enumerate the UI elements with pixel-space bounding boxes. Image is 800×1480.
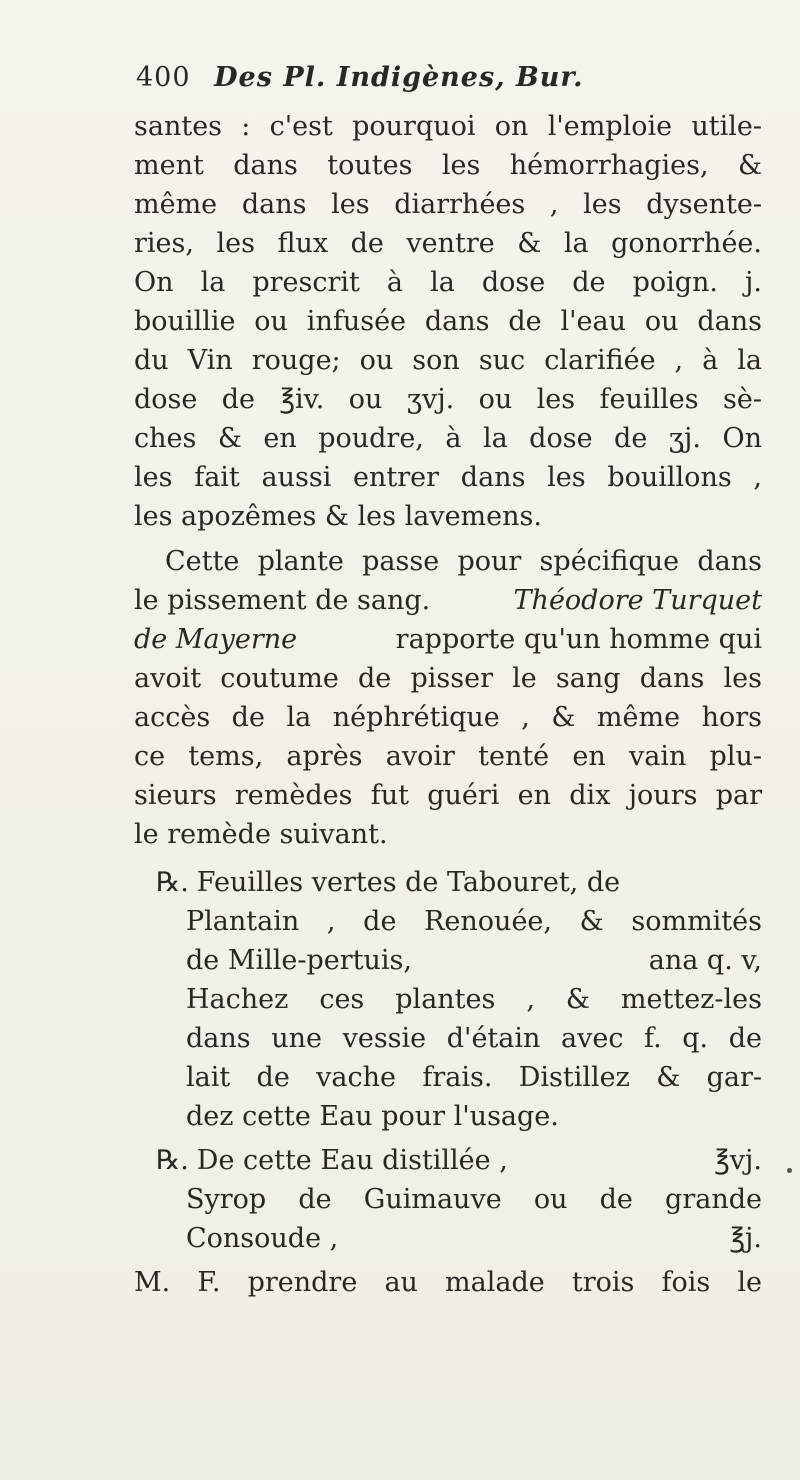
text-line: les apozêmes & les lavemens.	[134, 501, 542, 532]
running-title: Des Pl. Indigènes, Bur.	[214, 62, 584, 93]
recipe-line	[186, 1222, 762, 1256]
recipe-line	[156, 866, 762, 900]
recipe-line: Plantain , de Renouée, & sommités	[186, 906, 762, 937]
quantity: ℥vj.	[714, 1145, 762, 1176]
text-line: les fait aussi entrer dans les bouillons ,	[134, 462, 762, 493]
text-line: avoit coutume de pisser le sang dans les	[134, 663, 762, 694]
text-line: sieurs remèdes fut guéri en dix jours par	[134, 780, 762, 811]
text-line: Cette plante passe pour spécifique dans	[165, 546, 762, 577]
quantity: ana q. v,	[648, 945, 762, 976]
text-fragment: Feuilles vertes de Tabouret, de	[196, 867, 621, 898]
text-line: bouillie ou infusée dans de l'eau ou dans	[134, 306, 762, 337]
text-line	[134, 623, 762, 657]
recipe-symbol: ℞.	[156, 867, 189, 898]
recipe-line: dez cette Eau pour l'usage.	[186, 1101, 559, 1132]
text-line: le remède suivant.	[134, 819, 388, 850]
text-line: accès de la néphrétique , & même hors	[134, 702, 762, 733]
recipe-line	[186, 944, 762, 978]
recipe-line	[156, 1144, 762, 1178]
recipe-symbol: ℞.	[156, 1145, 189, 1176]
recipe-line: dans une vessie d'étain avec f. q. de	[186, 1023, 762, 1054]
text-line: ries, les flux de ventre & la gonorrhée.	[134, 228, 762, 259]
text-fragment: de Mille-pertuis,	[186, 945, 412, 976]
text-line: ches & en poudre, à la dose de ʒj. On	[134, 423, 762, 454]
text-fragment: De cette Eau distillée ,	[196, 1145, 508, 1176]
text-fragment: rapporte qu'un homme qui	[395, 624, 762, 655]
text-line: On la prescrit à la dose de poign. j.	[134, 267, 762, 298]
text-line: même dans les diarrhées , les dysente-	[134, 189, 762, 220]
author-name: de Mayerne	[134, 624, 298, 655]
recipe-line: Hachez ces plantes , & mettez-les	[186, 984, 762, 1015]
text-line: santes : c'est pourquoi on l'emploie utile-	[134, 111, 762, 142]
text-line: M. F. prendre au malade trois fois le	[134, 1267, 762, 1298]
text-line: ment dans toutes les hémorrhagies, &	[134, 150, 762, 181]
ink-speck	[787, 1168, 792, 1173]
text-line: dose de ℥iv. ou ʒvj. ou les feuilles sè-	[134, 384, 762, 415]
text-line	[134, 584, 762, 618]
text-fragment: Consoude ,	[186, 1223, 339, 1254]
page-header	[136, 62, 584, 93]
recipe-line: lait de vache frais. Distillez & gar-	[186, 1062, 762, 1093]
recipe-line: Syrop de Guimauve ou de grande	[186, 1184, 762, 1215]
text-line: ce tems, après avoir tenté en vain plu-	[134, 741, 762, 772]
author-name: Théodore Turquet	[513, 585, 762, 616]
text-fragment: le pissement de sang.	[134, 585, 431, 616]
page-number: 400	[136, 62, 191, 93]
text-line: du Vin rouge; ou son suc clarifiée , à la	[134, 345, 762, 376]
quantity: ℥j.	[729, 1223, 762, 1254]
